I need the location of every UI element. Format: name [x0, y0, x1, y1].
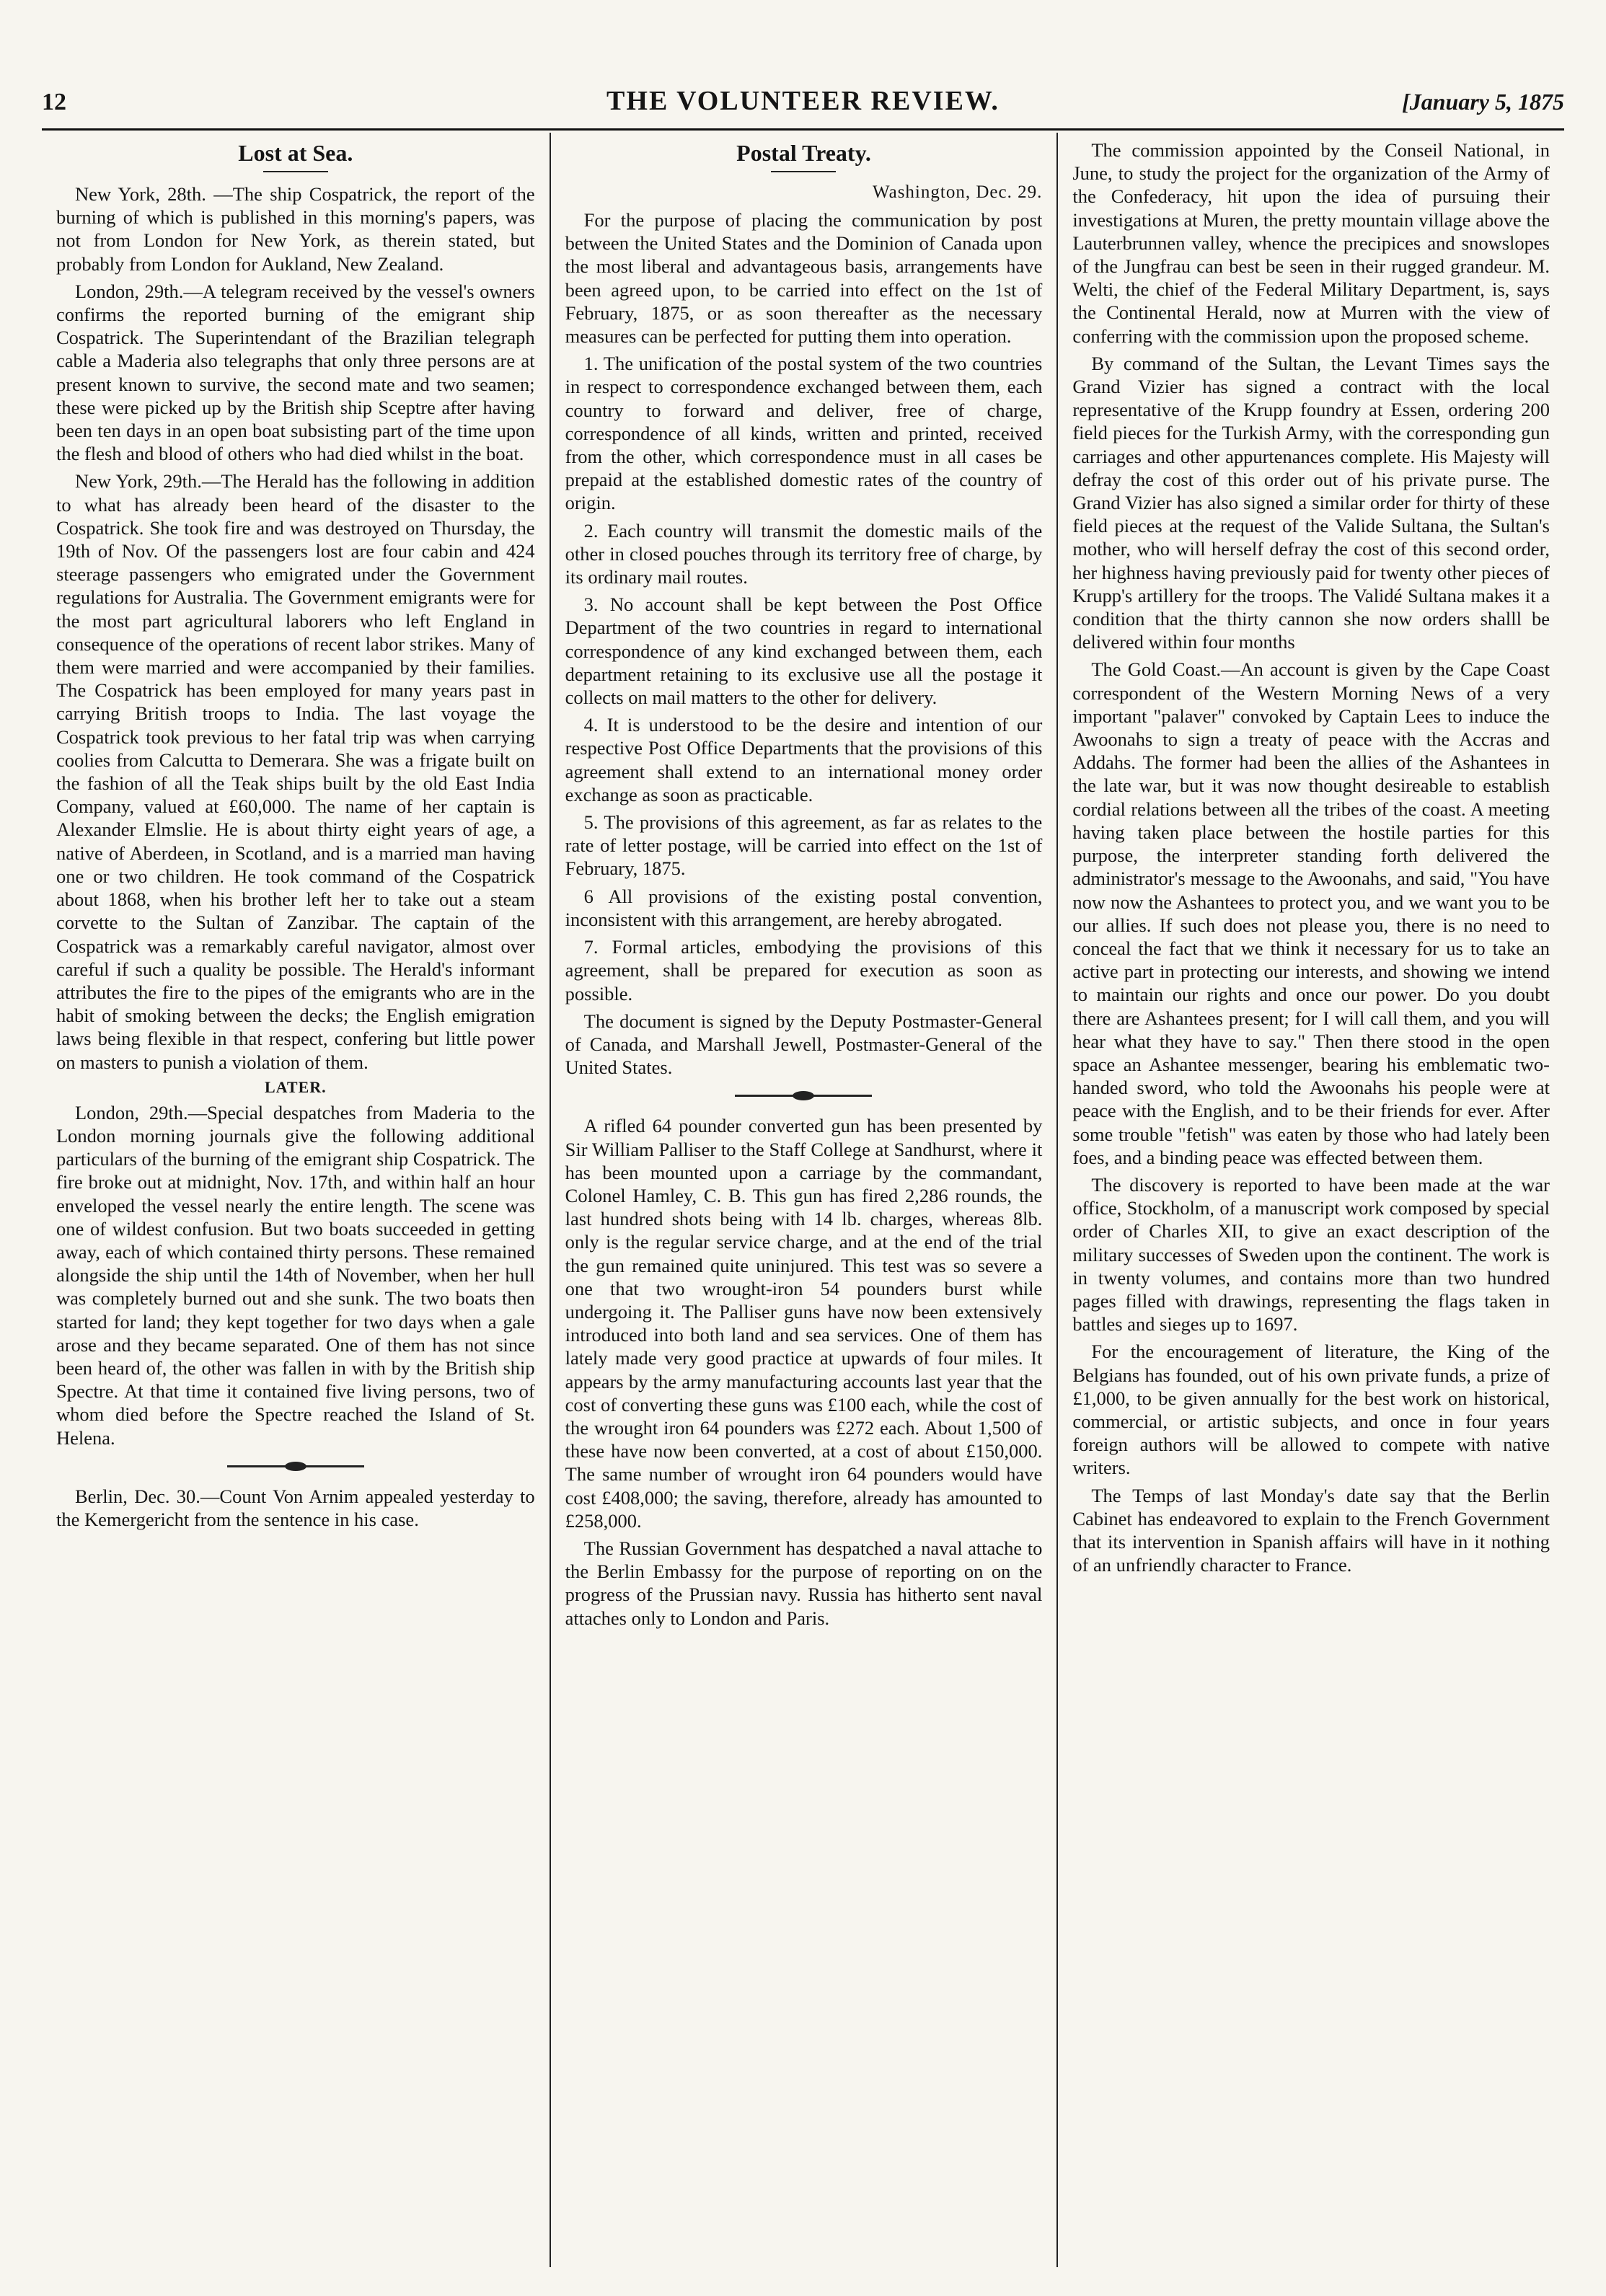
paragraph: 5. The provisions of this agreement, as far as relates to the rate of letter postage, will be carried into effect on the 1st of February, 1875.: [565, 811, 1043, 880]
masthead: [42, 85, 1564, 131]
column-1: [42, 133, 550, 2267]
paragraph: The Russian Government has despatched a naval attache to the Berlin Embassy for the purpose of reporting on on the progress of the Prussian navy. Russia has hitherto sent naval attaches only to London and Paris.: [565, 1537, 1043, 1629]
dateline: Washington, Dec. 29.: [873, 182, 1043, 202]
paragraph: The Gold Coast.—An account is given by the Cape Coast correspondent of the Western Morning News of a very important "palaver" convoked by Captain Lees to induce the Awoonahs to sign a treaty of peace with the Accras and Addahs. The former had been the allies of the Ashantees in the late war, but it was now thought desireable to establish cordial relations between all the tribes of the coast. A meeting having taken place between the hostile parties for this purpose, the interpreter standing forth delivered the administrator's message to the Awoonahs, and said, "You have now now the Ashantees to protect you, and we want you to be our allies. If such does not please you, there is no need to conceal the fact that we think it necessary for us to take an active part in protecting our interests, and showing we intend to maintain our rights and once our power. Do you doubt there are Ashantees present; for I will call them, and you will hear what they have to say." Then there stood in the open space an Ashantee messenger, bearing his emblematic two-handed sword, who told the Awoonahs his people were at peace with the English, and to be their friends for ever. After some trouble "fetish" was eaten by those who had lately been foes, and a binding peace was effected between them.: [1072, 658, 1550, 1168]
paragraph: Berlin, Dec. 30.—Count Von Arnim appealed yesterday to the Kemergericht from the sentence in his case.: [56, 1485, 535, 1530]
paragraph: The discovery is reported to have been made at the war office, Stockholm, of a manuscript work composed by special order of Charles XII, to give an exact description of the military successes of Sweden upon the continent. The work is in twenty volumes, and contains more than two hundred pages filled with drawings, representing the flags taken in battles and sieges up to 1697.: [1072, 1173, 1550, 1335]
title-rule: [263, 171, 328, 172]
paragraph: The Temps of last Monday's date say that the Berlin Cabinet has endeavored to explain to the French Government that its intervention in Spanish affairs will have in it nothing of an unfriendly character to France.: [1072, 1484, 1550, 1576]
column-2: [550, 133, 1057, 2267]
section-divider: [735, 1095, 872, 1097]
paragraph: New York, 28th. —The ship Cospatrick, the report of the burning of which is published in this morning's papers, was not from London for New York, as therein stated, but probably from London for Aukland, New Zealand.: [56, 183, 535, 275]
article-title-postal-treaty: Postal Treaty.: [736, 140, 871, 166]
paragraph: London, 29th.—A telegram received by the vessel's owners confirms the reported burning of the emigrant ship Cospatrick. The Superintendant of the Brazilian telegraph cable a Maderia also telegraphs that only three persons are at present known to survive, the second mate and two seamen; these were picked up by the British ship Sceptre after having been ten days in an open boat subsisting part of the time upon the flesh and blood of others who had died whilst in the boat.: [56, 280, 535, 465]
paragraph: For the purpose of placing the communication by post between the United States and the Dominion of Canada upon the most liberal and advantageous basis, arrangements have been agreed upon, to be carried into effect on the 1st of February, 1875, or as soon thereafter as the necessary measures can be perfected for putting them into operation.: [565, 209, 1043, 348]
paragraph: London, 29th.—Special despatches from Maderia to the London morning journals give the following additional particulars of the burning of the emigrant ship Cospatrick. The fire broke out at midnight, Nov. 17th, and within half an hour enveloped the vessel nearly the entire length. The scene was one of wildest confusion. But two boats succeeded in getting away, each of which contained thirty persons. These remained alongside the ship until the 14th of November, when her hull was completely burned out and she sunk. The two boats then started for land; they kept together for two days when a gale arose and they became separated. One of them has not since been heard of, the other was fallen in with by the British ship Spectre. At that time it contained five living persons, two of whom died before the Spectre reached the Island of St. Helena.: [56, 1101, 535, 1449]
column-3: [1056, 133, 1564, 2267]
paragraph: For the encouragement of literature, the King of the Belgians has founded, out of his own private funds, a prize of £1,000, to be given annually for the best work on historical, commercial, or artistic subjects, and once in four years foreign authors will be allowed to compete with native writers.: [1072, 1341, 1550, 1479]
paragraph: 1. The unification of the postal system of the two countries in respect to correspondence exchanged between them, each country to forward and deliver, free of charge, correspondence of all kinds, written and printed, received from the other, which correspondence must in all cases be prepaid at the established domestic rates of the country of origin.: [565, 353, 1043, 514]
subheading-later: LATER.: [264, 1077, 327, 1096]
section-divider: [227, 1465, 364, 1467]
paragraph: By command of the Sultan, the Levant Times says the Grand Vizier has signed a contract with the local representative of the Krupp foundry at Essen, ordering 200 field pieces for the Turkish Army, with the corresponding gun carriages and other appurtenances complete. His Majesty will defray the cost of this order out of his private purse. The Grand Vizier has also signed a similar order for thirty of these field pieces at the request of the Valide Sultana, the Sultan's mother, who will herself defray the cost of this second order, her highness having previously paid for twenty other pieces of Krupp's artillery for the troops. The Validé Sultana makes it a condition that the thirty cannon she now orders shalll be delivered within four months: [1072, 352, 1550, 653]
title-rule: [771, 171, 836, 172]
article-columns: [42, 133, 1564, 2267]
paragraph: New York, 29th.—The Herald has the following in addition to what has already been heard of the disaster to the Cospatrick. She took fire and was destroyed on Thursday, the 19th of Nov. Of the passengers lost are four cabin and 424 steerage passengers who emigrated under the Government regulations for Australia. The Government emigrants were for the most part agricultural laborers who left England in consequence of the operations of recent labor strikes. Many of them were married and were accompanied by their families. The Cospatrick has been employed for many years past in carrying British troops to India. The last voyage the Cospatrick took previous to her fatal trip was when carrying coolies from Calcutta to Demerara. She was a frigate built on the fashion of all the Teak ships built by the old East India Company, valued at £60,000. The name of her captain is Alexander Elmslie. He is about thirty eight years of age, a native of Aberdeen, in Scotland, and is a married man having one or two children. He took command of the Cospatrick about 1868, when his brother left her to take out a steam corvette to the Sultan of Zanzibar. The captain of the Cospatrick was a remarkably careful navigator, almost over careful if such a quality be possible. The Herald's informant attributes the fire to the pipes of the emigrants who are in the habit of smoking between the decks; the English emigration laws being flexible in that respect, confering but little power on masters to punish a violation of them.: [56, 470, 535, 1073]
paragraph: A rifled 64 pounder converted gun has been presented by Sir William Palliser to the Staff College at Sandhurst, where it has been mounted upon a carriage by the commandant, Colonel Hamley, C. B. This gun has fired 2,286 rounds, the last hundred shots being with 14 lb. charges, whereas 8lb. only is the regular service charge, and at the end of the trial the gun remained quite uninjured. This test was so severe a one that two wrought-iron 54 pounders burst while undergoing it. The Palliser guns have now been extensively introduced into both land and sea services. One of them has lately made very good practice at upwards of four miles. It appears by the army manufacturing accounts last year that the cost of converting these guns was £100 each, while the cost of the wrought iron 64 pounders was £272 each. About 1,500 of these have now been converted, at a cost of about £150,000. The same number of wrought iron 64 pounders would have cost £408,000; the saving, therefore, already has amounted to £258,000.: [565, 1115, 1043, 1532]
paragraph: The document is signed by the Deputy Postmaster-General of Canada, and Marshall Jewell, Postmaster-General of the United States.: [565, 1010, 1043, 1079]
page-number: 12: [42, 89, 66, 115]
publication-title: THE VOLUNTEER REVIEW.: [606, 86, 1000, 116]
article-title-lost-at-sea: Lost at Sea.: [238, 140, 353, 166]
issue-date: [January 5, 1875: [1402, 89, 1564, 115]
paragraph: 3. No account shall be kept between the Post Office Department of the two countries in regard to international correspondence of any kind exchanged between them, each department retaining to its exclusive use all the postage it collects on mail matters to the other for delivery.: [565, 593, 1043, 709]
paragraph: 6 All provisions of the existing postal convention, inconsistent with this arrangement, are hereby abrogated.: [565, 885, 1043, 930]
paragraph: The commission appointed by the Conseil National, in June, to study the project for the organization of the Army of the Confederacy, hit upon the idea of pursuing their investigations at Muren, the pretty mountain village above the Lauterbrunnen valley, whence the precipices and snowslopes of the Jungfrau can best be seen in their rugged grandeur. M. Welti, the chief of the Federal Military Department, is, says the Continental Herald, now at Murren with the view of conferring with the commission upon the proposed scheme.: [1072, 139, 1550, 347]
paragraph: 4. It is understood to be the desire and intention of our respective Post Office Departments that the provisions of this agreement shall extend to an international money order exchange as soon as practicable.: [565, 714, 1043, 805]
paragraph: 2. Each country will transmit the domestic mails of the other in closed pouches through its territory free of charge, by its ordinary mail routes.: [565, 519, 1043, 588]
paragraph: 7. Formal articles, embodying the provisions of this agreement, shall be prepared for execution as soon as possible.: [565, 936, 1043, 1004]
